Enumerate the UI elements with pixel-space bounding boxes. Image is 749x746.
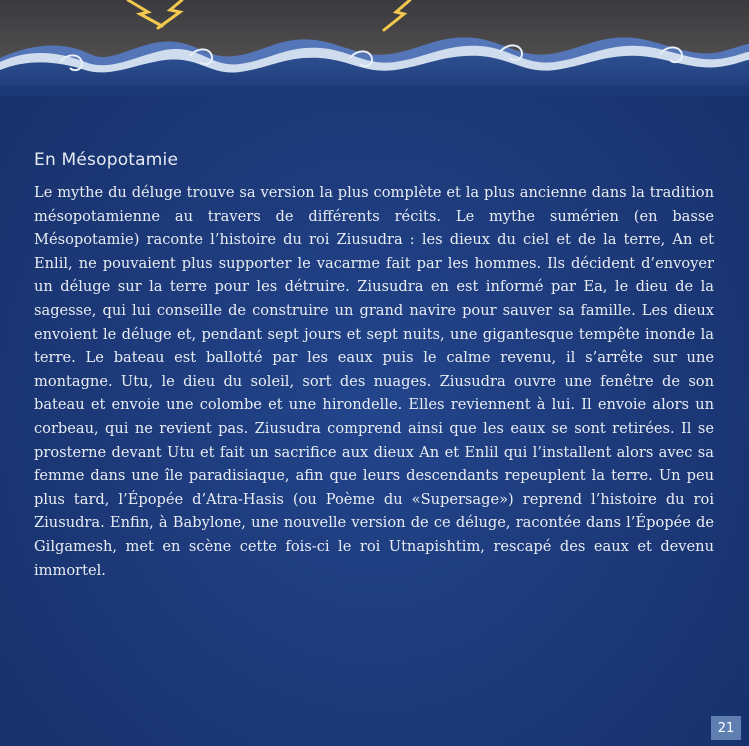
stormy-sea-waves-illustration [0, 0, 749, 96]
section-heading: En Mésopotamie [34, 150, 179, 170]
page-number: 21 [711, 716, 741, 740]
body-paragraph: Le mythe du déluge trouve sa version la plus complète et la plus ancienne dans la tradition mésopotamienne au travers de différents récits. Le mythe sumérien (en basse Mésopotamie) raconte l’histoire du roi Ziusudra : les dieux du ciel et de la terre, An et Enlil, ne pouvaient plus supporter le vacarme fait par les hommes. Ils décident d’envoyer un déluge sur la terre pour les détruire. Ziusudra en est informé par Ea, le dieu de la sagesse, qui lui conseille de construire un grand navire pour sauver sa famille. Les dieux envoient le déluge et, pendant sept jours et sept nuits, une gigantesque tempête inonde la terre. Le bateau est ballotté par les eaux puis le calme revenu, il s’arrête sur une montagne. Utu, le dieu du soleil, sort des nuages. Ziusudra ouvre une fenêtre de son bateau et envoie une colombe et une hirondelle. Elles reviennent à lui. Il envoie alors un corbeau, qui ne revient pas. Ziusudra comprend ainsi que les eaux se sont retirées. Il se prosterne devant Utu et fait un sacrifice aux dieux An et Enlil qui l’installent alors avec sa femme dans une île paradisiaque, afin que leurs descendants repeuplent la terre. Un peu plus tard, l’Épopée d’Atra-Hasis (ou Poème du «Supersage») reprend l’histoire du roi Ziusudra. Enfin, à Babylone, une nouvelle version de ce déluge, racontée dans l’Épopée de Gilgamesh, met en scène cette fois-ci le roi Utnapishtim, rescapé des eaux et devenu immortel. [34, 184, 714, 579]
